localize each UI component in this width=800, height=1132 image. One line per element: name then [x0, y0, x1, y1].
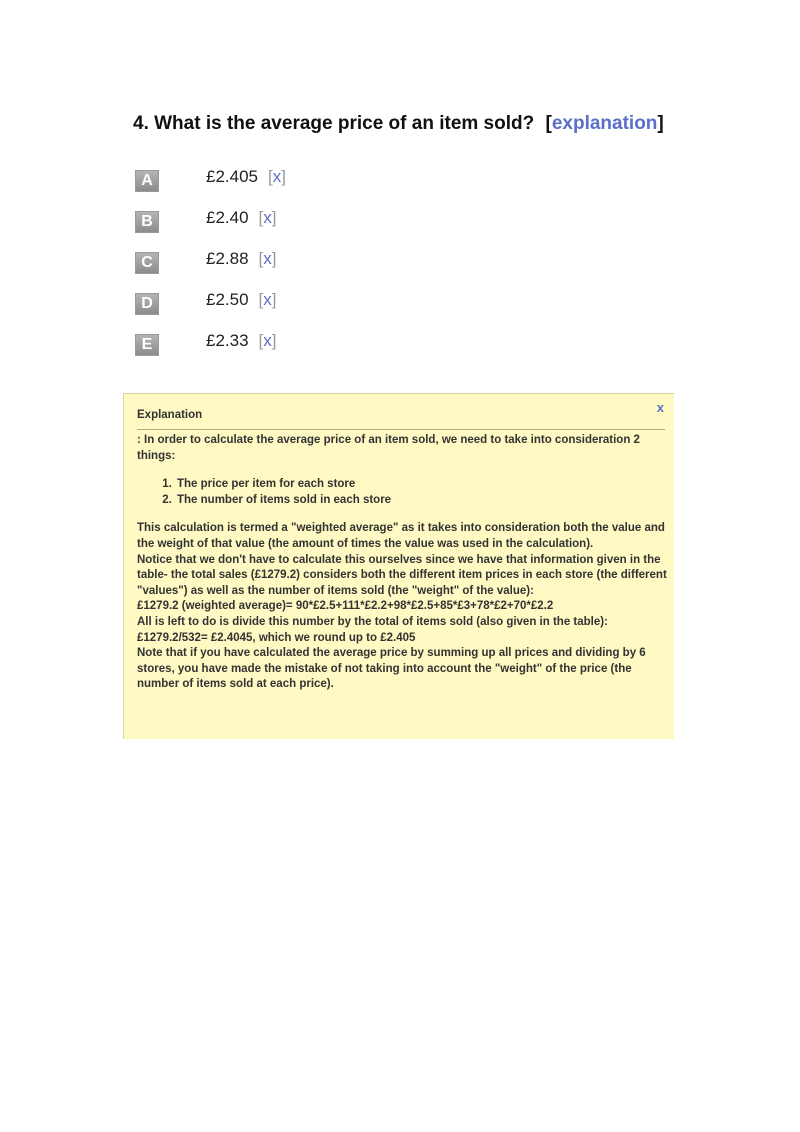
option-price-value: £2.405 [206, 167, 258, 186]
option-price [206, 249, 277, 269]
option-letter-badge[interactable]: D [135, 293, 159, 315]
explanation-formula: £1279.2 (weighted average)= 90*£2.5+111*£2.2+98*£2.5+85*£3+78*£2+70*£2.2 [137, 600, 554, 613]
option-a [135, 165, 435, 206]
explanation-content [137, 433, 667, 693]
option-letter-badge[interactable]: E [135, 334, 159, 356]
option-b [135, 206, 435, 247]
explanation-paragraph: All is left to do is divide this number by the total of items sold (also given in the table): [137, 615, 608, 628]
option-price [206, 208, 277, 228]
close-icon[interactable]: x [656, 400, 664, 415]
option-remove-link[interactable]: [x] [268, 167, 286, 186]
explanation-panel [123, 393, 674, 739]
explanation-list [137, 477, 667, 508]
explanation-paragraph: Note that if you have calculated the average price by summing up all prices and dividing by 6 stores, you have made the mistake of not taking into account the "weight" of the price (the number of items sold at each price). [137, 647, 646, 691]
explanation-bracket-open: [ [545, 113, 552, 134]
option-price-value: £2.50 [206, 290, 249, 309]
option-letter-badge[interactable]: A [135, 170, 159, 192]
option-price-value: £2.33 [206, 331, 249, 350]
option-price-value: £2.40 [206, 208, 249, 227]
explanation-title: Explanation [137, 408, 665, 430]
option-price-value: £2.88 [206, 249, 249, 268]
option-remove-link[interactable]: [x] [258, 331, 277, 350]
list-item: 2. The number of items sold in each store [175, 493, 667, 509]
option-price [206, 331, 277, 351]
option-remove-link[interactable]: [x] [258, 290, 277, 309]
question-text: 4. What is the average price of an item sold? [133, 113, 535, 134]
explanation-formula: £1279.2/532= £2.4045, which we round up to £2.405 [137, 631, 416, 644]
option-price [206, 167, 286, 187]
explanation-bracket-close: ] [657, 113, 664, 134]
explanation-paragraph: This calculation is termed a "weighted average" as it takes into consideration both the value and the weight of that value (the amount of times the value was used in the calculation). [137, 522, 665, 550]
explanation-link-wrapper [546, 113, 664, 134]
list-item: 1. The price per item for each store [175, 477, 667, 493]
option-remove-link[interactable]: [x] [258, 208, 277, 227]
option-price [206, 290, 277, 310]
question-heading [133, 113, 664, 135]
option-letter-badge[interactable]: C [135, 252, 159, 274]
option-d [135, 288, 435, 329]
option-letter-badge[interactable]: B [135, 211, 159, 233]
option-e [135, 329, 435, 370]
option-c [135, 247, 435, 288]
answer-options [135, 165, 435, 370]
explanation-paragraph: Notice that we don't have to calculate this ourselves since we have that information given in the table- the total sales (£1279.2) considers both the different item prices in each store (the different "values") as well as the number of items sold (the "weight" of the value): [137, 553, 667, 597]
option-remove-link[interactable]: [x] [258, 249, 277, 268]
explanation-intro: : In order to calculate the average price of an item sold, we need to take into consideration 2 things: [137, 434, 640, 462]
explanation-link[interactable]: explanation [551, 113, 658, 134]
